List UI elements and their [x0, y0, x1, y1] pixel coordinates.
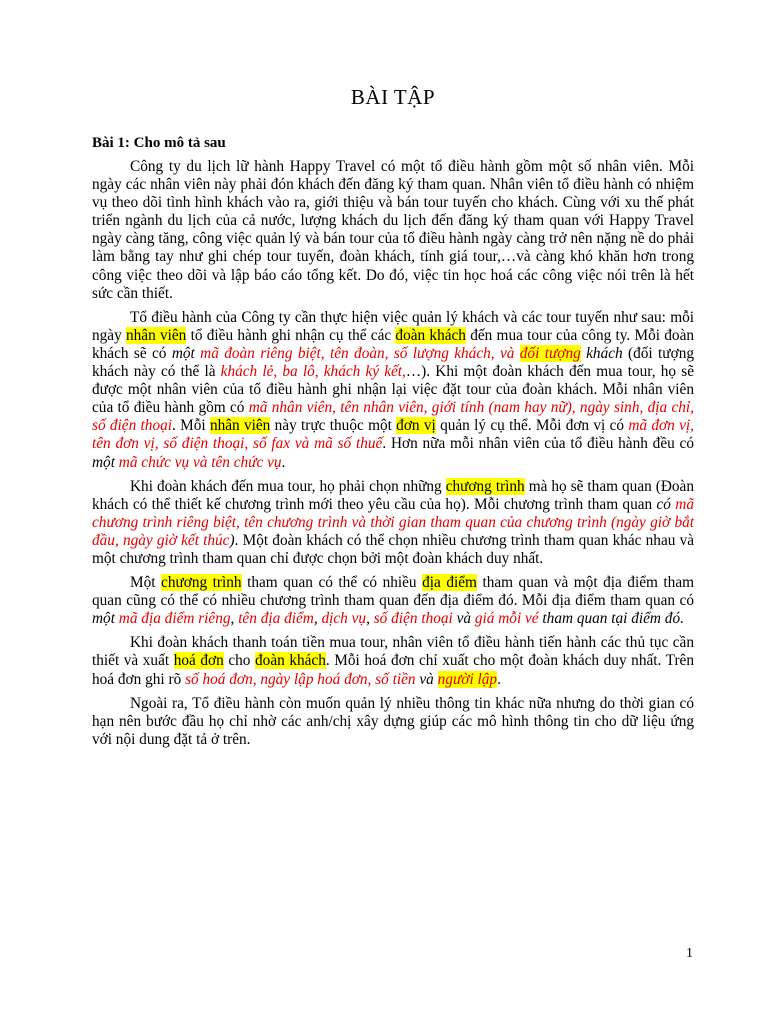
highlight-term: chương trình	[445, 477, 525, 495]
page-number: 1	[686, 946, 693, 961]
highlight-term: đơn vị	[396, 417, 436, 435]
highlight-term: nhân viên	[126, 326, 187, 344]
paragraph-locations: Một chương trình tham quan có thể có nhiều địa điểm tham quan và một địa điểm tham quan cũng có thể có nhiều chương trình tham quan đến địa điểm đó. Mỗi địa điểm tham quan có một mã địa điểm riêng, tên địa điểm, dịch vụ, số điện thoại và giá mỗi vé tham quan tại điểm đó.	[92, 574, 695, 628]
attribute-text: khách lẻ, ba lô, khách ký kết,	[220, 363, 406, 381]
highlight-term: đoàn khách	[395, 326, 466, 344]
attribute-text: mã địa điểm riêng	[114, 610, 231, 628]
attribute-text: mã đơn vị, tên đơn vị, số điện thoại, số fax và mã số thuế	[92, 417, 694, 453]
paragraph-programs: Khi đoàn khách đến mua tour, họ phải chọn những chương trình mà họ sẽ tham quan (Đoàn khách có thể thiết kế chương trình mới theo yêu cầu của họ). Mỗi chương trình tham quan có mã chương trình riêng biệt, tên chương trình và thời gian tham quan của chương trình (ngày giờ bắt đầu, ngày giờ kết thúc). Một đoàn khách có thể chọn nhiều chương trình tham quan khác nhau và một chương trình tham quan chỉ được chọn bởi một đoàn khách duy nhất.	[92, 477, 695, 567]
paragraph-intro: Công ty du lịch lữ hành Happy Travel có một tổ điều hành gồm một số nhân viên. Mỗi ngày các nhân viên này phải đón khách đến đăng ký tham quan. Nhân viên tổ điều hành có nhiệm vụ theo dõi tình hình khách vào ra, giới thiệu và bán tour tuyến cho khách. Cùng với xu thế phát triển ngành du lịch của cả nước, lượng khách du lịch đến đăng ký tham quan với Happy Travel ngày càng tăng, công việc quản lý và bán tour của tổ điều hành ngày càng trở nên nặng nề do phải làm bằng tay như ghi chép tour tuyến, đoàn khách, tính giá tour,…và càng khó khăn hơn trong công việc theo dõi và lập báo cáo tổng kết. Do đó, việc tin học hoá các công việc nói trên là hết sức cần thiết.	[92, 158, 694, 302]
attribute-text: giá mỗi vé	[474, 610, 539, 628]
paragraph-invoice: Khi đoàn khách thanh toán tiền mua tour, nhân viên tổ điều hành tiến hành các thủ tục cần thiết và xuất hoá đơn cho đoàn khách. Mỗi hoá đơn chỉ xuất cho một đoàn khách duy nhất. Trên hoá đơn ghi rõ số hoá đơn, ngày lập hoá đơn, số tiền và người lập.	[92, 634, 694, 688]
exercise-heading: Bài 1: Cho mô tả sau	[92, 135, 226, 151]
highlight-term: nhân viên	[209, 417, 271, 435]
attribute-text: dịch vụ	[321, 610, 367, 628]
attribute-text: mã nhân viên, tên nhân viên, giới tính (nam hay nữ), ngày sinh, địa chỉ, số điện thoại	[92, 399, 694, 435]
highlight-term: đối tượng	[519, 344, 581, 362]
highlight-term: người lập	[437, 670, 498, 688]
highlight-term: địa điểm	[422, 574, 477, 592]
attribute-text: mã chức vụ và tên chức vụ	[114, 453, 282, 471]
highlight-term: chương trình	[161, 574, 242, 592]
attribute-text: mã đoàn riêng biệt, tên đoàn, số lượng khách, và	[194, 344, 520, 362]
page-title: BÀI TẬP	[350, 85, 436, 109]
attribute-text: số điện thoại	[373, 610, 453, 628]
attribute-text: tên địa điểm	[238, 610, 314, 628]
paragraph-management: Tổ điều hành của Công ty cần thực hiện việc quản lý khách và các tour tuyến như sau: mỗi ngày nhân viên tổ điều hành ghi nhận cụ thể các đoàn khách đến mua tour của công ty. Mỗi đoàn khách sẽ có một mã đoàn riêng biệt, tên đoàn, số lượng khách, và đối tượng khách (đối tượng khách này có thể là khách lẻ, ba lô, khách ký kết,…). Khi một đoàn khách đến mua tour, họ sẽ được một nhân viên của tổ điều hành ghi nhận lại việc đặt tour của đoàn khách. Mỗi nhân viên của tổ điều hành gồm có mã nhân viên, tên nhân viên, giới tính (nam hay nữ), ngày sinh, địa chỉ, số điện thoại. Mỗi nhân viên này trực thuộc một đơn vị quản lý cụ thể. Mỗi đơn vị có mã đơn vị, tên đơn vị, số điện thoại, số fax và mã số thuế. Hơn nữa mỗi nhân viên của tổ điều hành đều có một mã chức vụ và tên chức vụ.	[92, 308, 695, 471]
document-page	[92, 0, 694, 755]
attribute-text: mã chương trình riêng biệt, tên chương trình và thời gian tham quan của chương trình (ngày giờ bắt đầu, ngày giờ kết thúc	[92, 495, 694, 549]
paragraph-conclusion: Ngoài ra, Tổ điều hành còn muốn quản lý nhiều thông tin khác nữa nhưng do thời gian có hạn nên bước đầu họ chỉ nhờ các anh/chị xây dựng giúp các mô hình thông tin cho dữ liệu ứng với nội dung đặt tả ở trên.	[92, 694, 694, 748]
attribute-text: số hoá đơn, ngày lập hoá đơn, số tiền	[185, 670, 416, 688]
highlight-term: hoá đơn	[173, 652, 224, 670]
highlight-term: đoàn khách	[255, 652, 326, 670]
